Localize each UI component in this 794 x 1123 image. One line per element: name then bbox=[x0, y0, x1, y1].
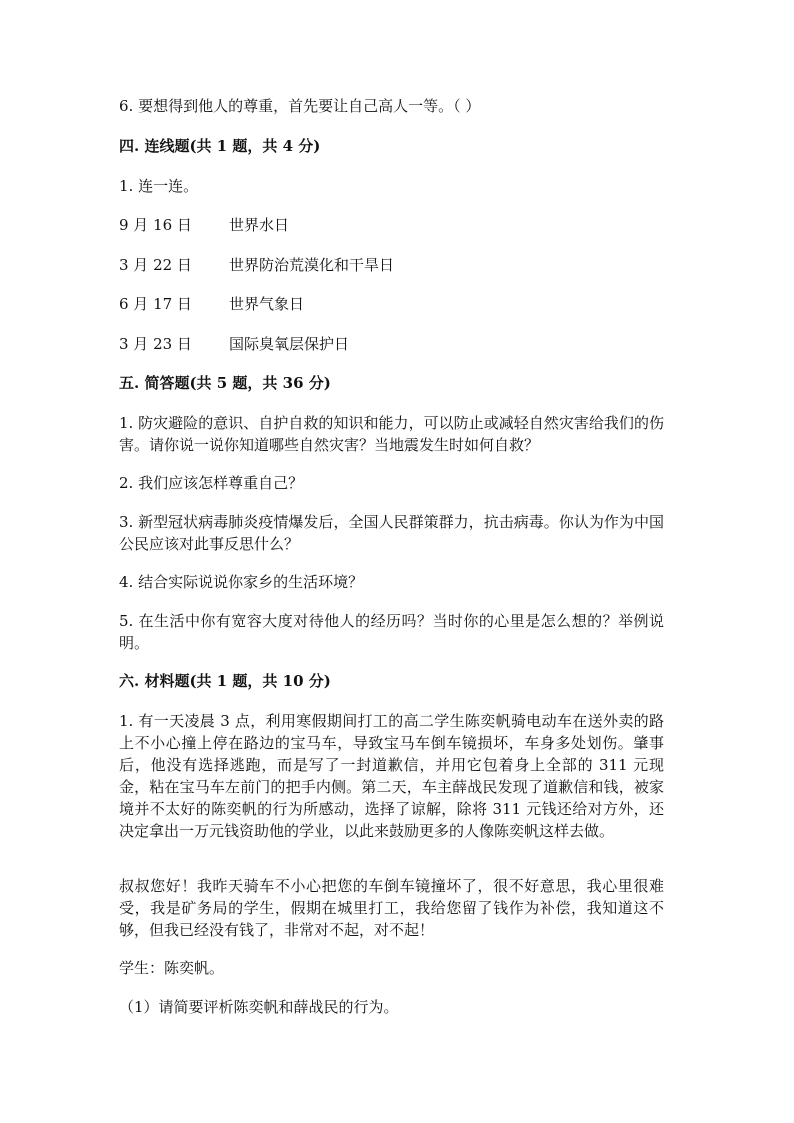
short-answer-3: 3. 新型冠状病毒肺炎疫情爆发后，全国人民群策群力，抗击病毒。你认为作为中国公民应该对此事反思什么？ bbox=[119, 513, 664, 553]
material-passage: 1. 有一天凌晨 3 点，利用寒假期间打工的高二学生陈奕帆骑电动车在送外卖的路上不小心撞上停在路边的宝马车，导致宝马车倒车镜损坏，车身多处划伤。肇事后，他没有选择逃跑，而是写了一封道歉信，并用它包着身上全部的 311 元现金，粘在宝马车左前门的把手内侧。第二天，车主薛战民发现了道歉信和钱，被家境并不太好的陈奕帆的行为所感动，选择了谅解，除将 311 元钱还给对方外，还决定拿出一万元钱资助他的学业，以此来鼓励更多的人像陈奕帆这样去做。 bbox=[119, 712, 664, 840]
matching-row bbox=[119, 254, 394, 276]
matching-event: 世界防治荒漠化和干旱日 bbox=[229, 256, 395, 274]
section-5-heading: 五. 简答题(共 5 题，共 36 分) bbox=[119, 374, 331, 392]
section-4-heading: 四. 连线题(共 1 题，共 4 分) bbox=[119, 137, 321, 155]
matching-date: 6 月 17 日 bbox=[119, 295, 192, 313]
matching-date: 3 月 23 日 bbox=[119, 335, 192, 353]
matching-date: 3 月 22 日 bbox=[119, 256, 192, 274]
matching-event: 世界气象日 bbox=[229, 295, 305, 313]
matching-event: 国际臭氧层保护日 bbox=[229, 335, 350, 353]
matching-row bbox=[119, 333, 349, 355]
matching-row bbox=[119, 214, 289, 236]
short-answer-4: 4. 结合实际说说你家乡的生活环境？ bbox=[119, 573, 364, 591]
matching-question-1: 1. 连一连。 bbox=[119, 177, 199, 195]
matching-event: 世界水日 bbox=[229, 216, 290, 234]
matching-row bbox=[119, 293, 304, 315]
material-sub-question-1: （1）请简要评析陈奕帆和薛战民的行为。 bbox=[119, 998, 399, 1016]
short-answer-5: 5. 在生活中你有宽容大度对待他人的经历吗？当时你的心里是怎么想的？举例说明。 bbox=[119, 612, 664, 652]
section-6-heading: 六. 材料题(共 1 题，共 10 分) bbox=[119, 672, 331, 690]
short-answer-2: 2. 我们应该怎样尊重自己？ bbox=[119, 474, 304, 492]
matching-date: 9 月 16 日 bbox=[119, 216, 192, 234]
short-answer-1: 1. 防灾避险的意识、自护自救的知识和能力，可以防止或减轻自然灾害给我们的伤害。请你说一说你知道哪些自然灾害？当地震发生时如何自救？ bbox=[119, 414, 664, 454]
judge-question-6: 6. 要想得到他人的尊重，首先要让自己高人一等。（ ） bbox=[119, 97, 481, 115]
letter-signature: 学生：陈奕帆。 bbox=[119, 959, 225, 977]
apology-letter: 叔叔您好！我昨天骑车不小心把您的车倒车镜撞坏了，很不好意思，我心里很难受，我是矿务局的学生，假期在城里打工，我给您留了钱作为补偿，我知道这不够，但我已经没有钱了，非常对不起，对不起！ bbox=[119, 877, 664, 939]
